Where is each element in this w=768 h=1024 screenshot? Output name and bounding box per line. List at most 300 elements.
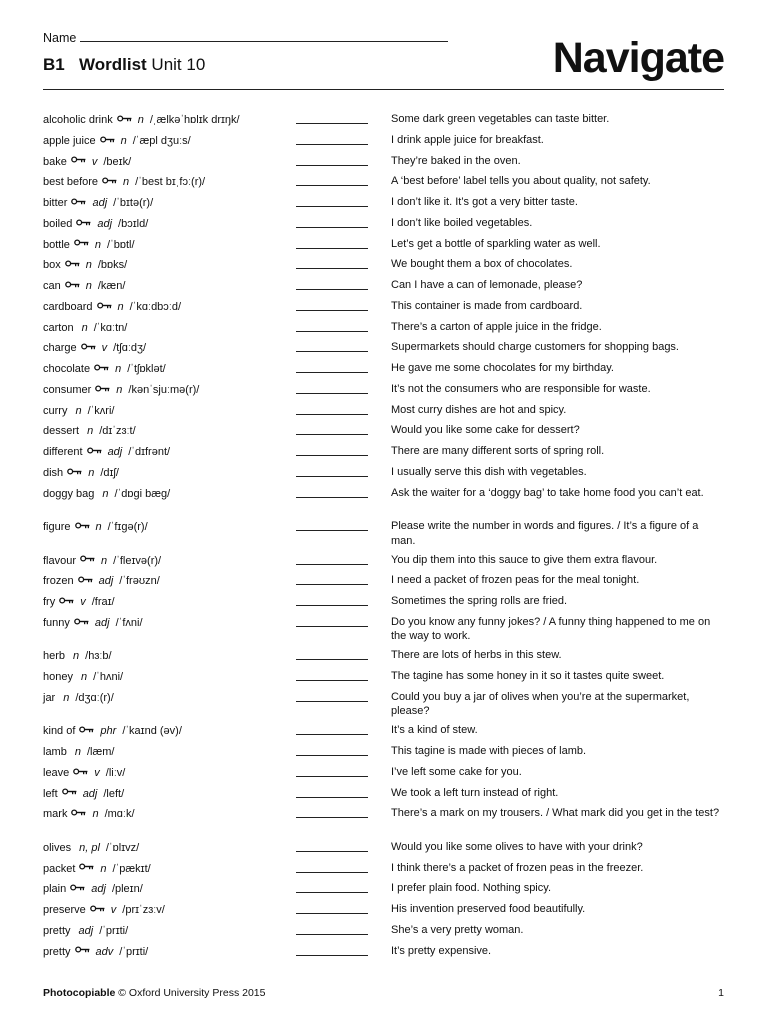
entry-word: bitter: [43, 197, 68, 209]
copyright-text: © Oxford University Press 2015: [115, 987, 266, 999]
part-of-speech: n: [116, 383, 123, 396]
example-sentence: His invention preserved food beautifully.: [391, 903, 586, 915]
wordlist-entry: [43, 442, 724, 463]
example-sentence: Supermarkets should charge customers for shopping bags.: [391, 341, 679, 354]
entry-term: [43, 217, 148, 232]
example-sentence: I prefer plain food. Nothing spicy.: [391, 882, 551, 895]
pronunciation: /ˈfʌni/: [115, 616, 143, 629]
pronunciation: /fraɪ/: [91, 596, 115, 608]
entry-term: [43, 649, 112, 664]
example-sentence: There’s a carton of apple juice in the fridge.: [391, 320, 602, 333]
translation-write-line[interactable]: [296, 227, 368, 228]
example-sentence: There are many different sorts of spring roll.: [391, 445, 605, 457]
wordlist-entry: [43, 359, 724, 380]
example-sentence: There’s a mark on my trousers. / What mark did you get in the test?: [391, 807, 720, 820]
example-sentence: I don’t like boiled vegetables.: [391, 216, 533, 229]
example-sentence: Could you buy a jar of olives when you’re at the supermarket, please?: [391, 690, 690, 718]
part-of-speech: v: [80, 596, 86, 608]
entry-word: frozen: [43, 575, 74, 588]
example-sentence: I don’t like it. It’s got a very bitter taste.: [391, 196, 578, 208]
translation-write-line[interactable]: [296, 289, 368, 290]
key-icon: [90, 902, 105, 917]
part-of-speech: adj: [94, 616, 110, 629]
part-of-speech: n: [100, 862, 107, 875]
entry-word: kind of: [43, 725, 76, 738]
wordlist-entry: [43, 942, 724, 963]
part-of-speech: n: [75, 404, 82, 417]
pronunciation: /ˈkaɪnd (əv)/: [122, 725, 182, 738]
entry-term: [43, 924, 128, 939]
entry-word: consumer: [43, 383, 92, 396]
entry-term: [43, 362, 166, 377]
entry-word: mark: [43, 808, 68, 821]
footer-copyright: [43, 987, 265, 999]
part-of-speech: n: [120, 134, 127, 147]
example-sentence: She’s a very pretty woman.: [391, 923, 524, 936]
translation-write-line[interactable]: [296, 851, 368, 852]
wordlist-entry: [43, 193, 724, 214]
key-icon: [74, 236, 89, 251]
pronunciation: /dɪˈzɜːt/: [99, 425, 136, 438]
pronunciation: /ˈprɪti/: [99, 924, 129, 937]
key-icon: [80, 552, 95, 567]
entry-term: [43, 520, 148, 535]
wordlist-entry: [43, 255, 724, 276]
key-icon: [76, 216, 91, 231]
wordlist-entry: [43, 318, 724, 339]
entry-term: [43, 341, 146, 356]
entry-word: curry: [43, 404, 68, 417]
key-icon: [65, 278, 80, 293]
entry-word: plain: [43, 883, 67, 896]
pronunciation: /kənˈsjuːmə(r)/: [128, 383, 200, 396]
part-of-speech: n: [95, 521, 102, 533]
entry-word: alcoholic drink: [43, 114, 113, 126]
translation-write-line[interactable]: [296, 144, 368, 145]
pronunciation: /mɑːk/: [104, 808, 135, 821]
wordlist-entry: [43, 804, 724, 838]
translation-write-line[interactable]: [296, 817, 368, 818]
wordlist-entry: [43, 571, 724, 592]
entry-term: [43, 862, 151, 877]
key-icon: [95, 382, 110, 397]
translation-write-line[interactable]: [296, 393, 368, 394]
entry-term: [43, 616, 143, 631]
translation-write-line[interactable]: [296, 530, 368, 531]
entry-term: [43, 383, 199, 398]
translation-write-line[interactable]: [296, 351, 368, 352]
name-label: Name: [43, 31, 77, 45]
translation-write-line[interactable]: [296, 797, 368, 798]
entry-word: fry: [43, 596, 56, 608]
pronunciation: /hɜːb/: [85, 650, 112, 663]
example-sentence: Would you like some olives to have with your drink?: [391, 840, 643, 853]
wordlist-entry: [43, 688, 724, 722]
wordlist-entry: [43, 859, 724, 880]
pronunciation: /ˈɒlɪvz/: [105, 841, 140, 854]
part-of-speech: v: [94, 766, 100, 779]
entry-term: [43, 466, 119, 481]
example-sentence: Ask the waiter for a ‘doggy bag’ to take home food you can’t eat.: [391, 486, 704, 499]
translation-write-line[interactable]: [296, 701, 368, 702]
part-of-speech: adj: [78, 924, 94, 937]
wordlist-entry: [43, 152, 724, 173]
key-icon: [75, 943, 90, 958]
pronunciation: /ˈæpl dʒuːs/: [132, 134, 191, 147]
translation-write-line[interactable]: [296, 497, 368, 498]
example-sentence: Some dark green vegetables can taste bitter.: [391, 113, 610, 125]
entry-word: olives: [43, 841, 72, 854]
key-icon: [81, 340, 96, 355]
pronunciation: /ˈbɒtl/: [107, 238, 135, 251]
example-sentence: Let’s get a bottle of sparkling water as well.: [391, 237, 601, 250]
entry-term: [43, 724, 182, 739]
example-sentence: We took a left turn instead of right.: [391, 786, 559, 799]
translation-write-line[interactable]: [296, 584, 368, 585]
wordlist-entry: [43, 338, 724, 359]
translation-write-line[interactable]: [296, 248, 368, 249]
entry-term: [43, 300, 181, 315]
pronunciation: /tʃɑːdʒ/: [113, 342, 147, 355]
key-icon: [102, 174, 117, 189]
entry-word: flavour: [43, 554, 77, 567]
part-of-speech: adj: [107, 446, 123, 458]
level-label: B1: [43, 55, 65, 74]
key-icon: [100, 133, 115, 148]
entry-word: honey: [43, 671, 73, 683]
example-sentence: We bought them a box of chocolates.: [391, 258, 573, 271]
entry-word: cardboard: [43, 300, 93, 313]
example-sentence: A ‘best before’ label tells you about quality, not safety.: [391, 175, 651, 188]
translation-write-line[interactable]: [296, 955, 368, 956]
pronunciation: /ˌælkəˈhɒlɪk drɪŋk/: [149, 114, 240, 126]
entry-word: doggy bag: [43, 487, 95, 500]
translation-write-line[interactable]: [296, 680, 368, 681]
brand-logo: Navigate: [552, 34, 724, 82]
translation-write-line[interactable]: [296, 734, 368, 735]
name-write-line: [80, 41, 448, 42]
entry-word: lamb: [43, 746, 67, 758]
example-sentence: Do you know any funny jokes? / A funny thing happened to me on the way to work.: [391, 615, 711, 643]
part-of-speech: n: [123, 176, 130, 189]
page-header: [43, 26, 724, 90]
part-of-speech: n: [102, 487, 109, 500]
pronunciation: /ˈkɑːdbɔːd/: [129, 300, 182, 313]
entry-word: best before: [43, 176, 99, 189]
entry-word: boiled: [43, 217, 73, 230]
wordlist-entry: [43, 214, 724, 235]
translation-write-line[interactable]: [296, 268, 368, 269]
header-rule: [43, 89, 724, 90]
pronunciation: /ˈbest bɪˌfɔː(r)/: [135, 176, 206, 189]
wordlist-entry: [43, 401, 724, 422]
entry-word: different: [43, 446, 83, 458]
key-icon: [71, 153, 86, 168]
example-sentence: Sometimes the spring rolls are fried.: [391, 595, 568, 607]
title-bold: Wordlist: [79, 55, 147, 74]
wordlist-entry: [43, 646, 724, 667]
example-sentence: You dip them into this sauce to give them extra flavour.: [391, 553, 658, 566]
part-of-speech: adj: [97, 217, 113, 230]
entry-term: [43, 134, 191, 149]
example-sentence: It’s a kind of stew.: [391, 724, 478, 737]
part-of-speech: adj: [98, 575, 114, 588]
part-of-speech: v: [91, 155, 98, 168]
translation-write-line[interactable]: [296, 605, 368, 606]
entry-word: figure: [43, 521, 71, 533]
photocopiable-label: Photocopiable: [43, 987, 116, 999]
key-icon: [79, 723, 94, 738]
key-icon: [94, 361, 109, 376]
wordlist-entry: [43, 172, 724, 193]
part-of-speech: n: [115, 363, 122, 375]
example-sentence: He gave me some chocolates for my birthday.: [391, 362, 614, 374]
part-of-speech: n: [92, 808, 99, 821]
entry-word: left: [43, 787, 58, 800]
translation-write-line[interactable]: [296, 165, 368, 166]
translation-write-line[interactable]: [296, 310, 368, 311]
wordlist-entry: [43, 421, 724, 442]
entry-term: [43, 945, 148, 960]
key-icon: [78, 573, 93, 588]
pronunciation: /ˈhʌni/: [93, 671, 124, 683]
entry-term: [43, 745, 114, 760]
part-of-speech: adj: [82, 787, 98, 800]
key-icon: [117, 112, 132, 127]
part-of-speech: n: [137, 114, 144, 126]
pronunciation: /beɪk/: [103, 155, 132, 168]
part-of-speech: n: [87, 425, 94, 438]
pronunciation: /ˈbɪtə(r)/: [113, 197, 154, 209]
pronunciation: /dʒɑː(r)/: [75, 691, 114, 704]
pronunciation: /dɪʃ/: [100, 466, 119, 479]
entry-word: packet: [43, 862, 76, 875]
entry-word: bake: [43, 155, 67, 168]
entry-term: [43, 595, 115, 610]
translation-write-line[interactable]: [296, 331, 368, 332]
translation-write-line[interactable]: [296, 776, 368, 777]
wordlist-entry: [43, 110, 724, 131]
translation-write-line[interactable]: [296, 434, 368, 435]
entry-word: charge: [43, 342, 77, 355]
translation-write-line[interactable]: [296, 185, 368, 186]
translation-write-line[interactable]: [296, 659, 368, 660]
pronunciation: /ˈfleɪvə(r)/: [113, 554, 162, 567]
key-icon: [87, 444, 102, 459]
wordlist-entry: [43, 484, 724, 518]
key-icon: [71, 806, 86, 821]
key-icon: [97, 299, 112, 314]
part-of-speech: v: [110, 904, 117, 916]
translation-write-line[interactable]: [296, 206, 368, 207]
translation-write-line[interactable]: [296, 414, 368, 415]
part-of-speech: adj: [92, 197, 108, 209]
pronunciation: /læm/: [86, 746, 115, 758]
translation-write-line[interactable]: [296, 626, 368, 627]
part-of-speech: phr: [100, 725, 117, 738]
wordlist-entry: [43, 276, 724, 297]
translation-write-line[interactable]: [296, 564, 368, 565]
wordlist-entry: [43, 551, 724, 572]
part-of-speech: n: [85, 259, 92, 272]
key-icon: [71, 195, 86, 210]
translation-write-line[interactable]: [296, 455, 368, 456]
wordlist-entry: [43, 235, 724, 256]
entry-term: [43, 691, 114, 706]
entry-term: [43, 766, 125, 781]
wordlist-entry: [43, 742, 724, 763]
wordlist-entry: [43, 592, 724, 613]
entry-word: chocolate: [43, 363, 91, 375]
title-unit: Unit 10: [146, 55, 206, 74]
entry-term: [43, 258, 127, 273]
wordlist-entry: [43, 297, 724, 318]
wordlist-entry: [43, 838, 724, 859]
entry-term: [43, 903, 165, 918]
key-icon: [74, 615, 89, 630]
entry-word: preserve: [43, 904, 86, 916]
example-sentence: I drink apple juice for breakfast.: [391, 133, 544, 146]
entry-word: dessert: [43, 425, 80, 438]
key-icon: [65, 257, 80, 272]
entry-word: apple juice: [43, 134, 96, 147]
entry-word: leave: [43, 766, 70, 779]
part-of-speech: n: [85, 280, 92, 292]
entry-term: [43, 574, 160, 589]
example-sentence: Can I have a can of lemonade, please?: [391, 279, 583, 291]
part-of-speech: n: [74, 746, 81, 758]
wordlist: [43, 110, 724, 962]
pronunciation: /bɔɪld/: [118, 217, 149, 230]
wordlist-entry: [43, 463, 724, 484]
part-of-speech: v: [101, 342, 108, 355]
key-icon: [79, 860, 94, 875]
example-sentence: Please write the number in words and figures. / It’s a figure of a man.: [391, 520, 699, 547]
wordlist-entry: [43, 667, 724, 688]
entry-word: jar: [43, 691, 56, 704]
key-icon: [62, 785, 77, 800]
pronunciation: /ˈkɑːtn/: [93, 321, 128, 334]
part-of-speech: adv: [95, 945, 114, 958]
entry-term: [43, 404, 114, 419]
entry-term: [43, 841, 139, 856]
translation-write-line[interactable]: [296, 892, 368, 893]
part-of-speech: n: [101, 554, 108, 567]
example-sentence: I need a packet of frozen peas for the meal tonight.: [391, 574, 640, 587]
entry-word: funny: [43, 616, 70, 629]
entry-term: [43, 487, 170, 502]
part-of-speech: n: [81, 321, 88, 334]
pronunciation: /ˈpækɪt/: [112, 862, 151, 875]
pronunciation: /liːv/: [105, 766, 126, 779]
wordlist-entry: [43, 900, 724, 921]
translation-write-line[interactable]: [296, 372, 368, 373]
translation-write-line[interactable]: [296, 913, 368, 914]
entry-term: [43, 155, 131, 170]
translation-write-line[interactable]: [296, 476, 368, 477]
wordlist-entry: [43, 517, 724, 551]
entry-term: [43, 238, 135, 253]
pronunciation: /ˈkʌri/: [87, 404, 115, 417]
pronunciation: /ˈtʃɒklət/: [127, 363, 166, 375]
entry-term: [43, 196, 153, 211]
pronunciation: /pleɪn/: [111, 883, 143, 896]
entry-term: [43, 807, 135, 822]
example-sentence: It’s not the consumers who are responsible for waste.: [391, 382, 651, 395]
pronunciation: /ˈfɪgə(r)/: [107, 521, 148, 533]
page-title: [79, 55, 205, 75]
entry-word: pretty: [43, 945, 71, 958]
entry-word: herb: [43, 650, 66, 663]
example-sentence: Would you like some cake for dessert?: [391, 424, 580, 437]
wordlist-entry: [43, 921, 724, 942]
pronunciation: /ˈfrəʊzn/: [119, 575, 160, 588]
translation-write-line[interactable]: [296, 872, 368, 873]
wordlist-entry: [43, 380, 724, 401]
part-of-speech: n, pl: [79, 841, 100, 854]
entry-word: can: [43, 280, 61, 292]
pronunciation: /ˈdɒgi bæg/: [114, 487, 171, 500]
example-sentence: I usually serve this dish with vegetables.: [391, 465, 587, 478]
wordlist-entry: [43, 613, 724, 647]
part-of-speech: n: [88, 466, 95, 479]
entry-word: dish: [43, 466, 64, 479]
entry-term: [43, 882, 143, 897]
entry-term: [43, 113, 240, 128]
entry-term: [43, 554, 161, 569]
key-icon: [67, 465, 82, 480]
part-of-speech: adj: [91, 883, 106, 896]
wordlist-entry: [43, 131, 724, 152]
example-sentence: This tagine is made with pieces of lamb.: [391, 745, 587, 757]
entry-term: [43, 424, 136, 439]
pronunciation: /kæn/: [97, 280, 126, 292]
entry-term: [43, 321, 127, 336]
part-of-speech: n: [73, 650, 80, 663]
key-icon: [59, 594, 74, 609]
entry-term: [43, 445, 170, 460]
page-number: 1: [718, 987, 724, 999]
entry-word: bottle: [43, 238, 70, 251]
entry-term: [43, 787, 124, 802]
wordlist-entry: [43, 879, 724, 900]
key-icon: [75, 519, 90, 534]
translation-write-line[interactable]: [296, 755, 368, 756]
translation-write-line[interactable]: [296, 123, 368, 124]
example-sentence: There are lots of herbs in this stew.: [391, 649, 562, 662]
pronunciation: /left/: [103, 787, 125, 800]
part-of-speech: n: [94, 238, 102, 251]
wordlist-entry: [43, 784, 724, 805]
example-sentence: They’re baked in the oven.: [391, 154, 521, 167]
pronunciation: /ˈprɪti/: [119, 945, 149, 958]
entry-word: box: [43, 259, 61, 272]
pronunciation: /prɪˈzɜːv/: [122, 904, 165, 916]
wordlist-entry: [43, 721, 724, 742]
key-icon: [70, 881, 85, 896]
part-of-speech: n: [63, 691, 70, 704]
wordlist-entry: [43, 763, 724, 784]
part-of-speech: n: [80, 671, 88, 683]
example-sentence: It’s pretty expensive.: [391, 944, 492, 957]
translation-write-line[interactable]: [296, 934, 368, 935]
entry-term: [43, 670, 123, 685]
entry-word: pretty: [43, 924, 71, 937]
example-sentence: I think there’s a packet of frozen peas in the freezer.: [391, 861, 644, 874]
pronunciation: /bɒks/: [97, 259, 128, 272]
entry-term: [43, 279, 125, 294]
example-sentence: Most curry dishes are hot and spicy.: [391, 403, 567, 416]
